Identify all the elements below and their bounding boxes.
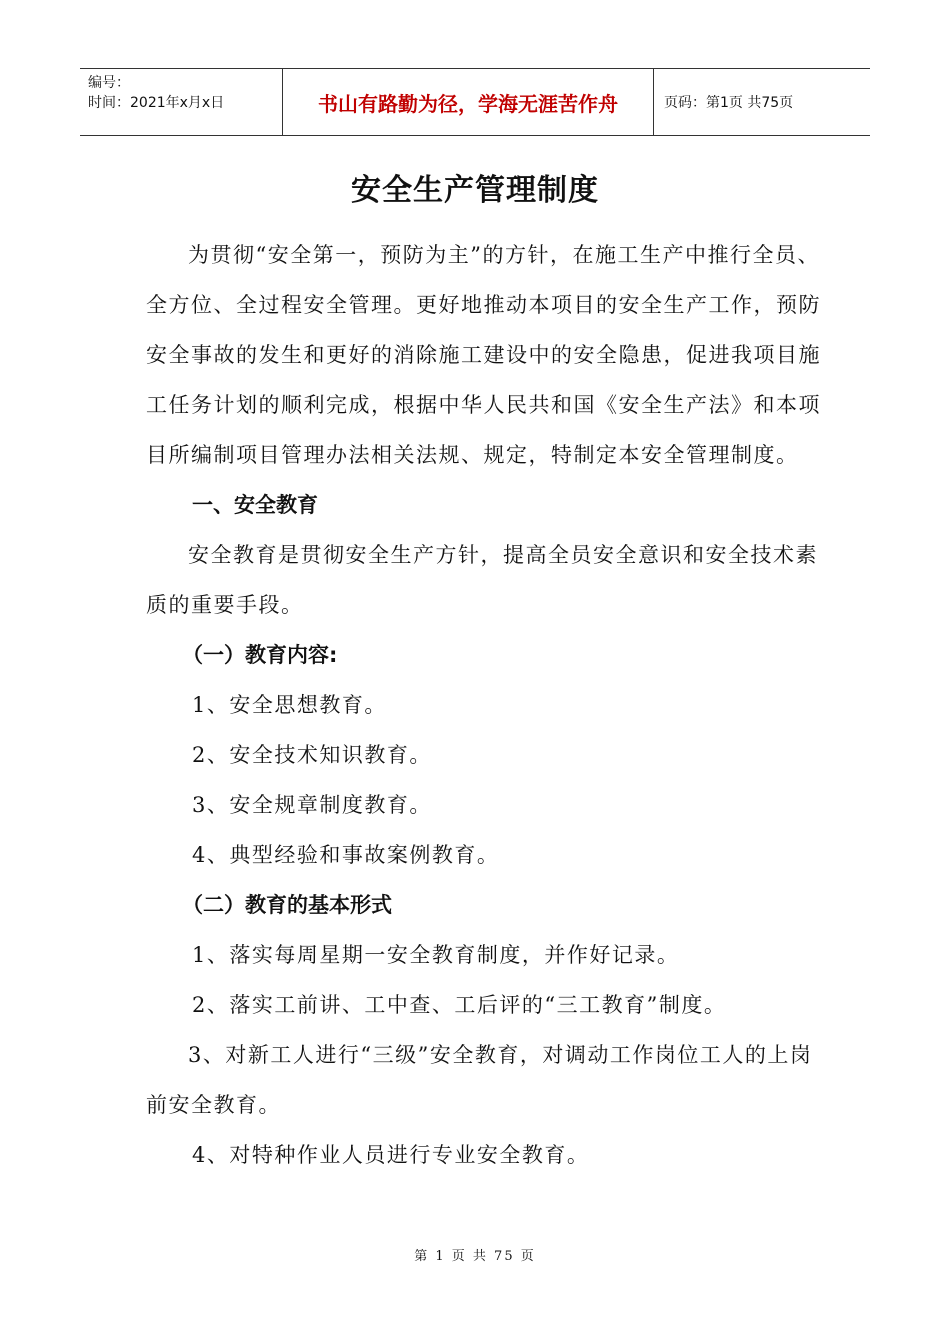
intro-paragraph: 为贯彻“安全第一，预防为主”的方针，在施工生产中推行全员、全方位、全过程安全管理。更好地推动本项目的安全生产工作，预防安全事故的发生和更好的消除施工建设中的安全隐患，促进我项目施工任务计划的顺利完成，根据中华人民共和国《安全生产法》和本项目所编制项目管理办法相关法规、规定，特制定本安全管理制度。: [146, 243, 821, 467]
section-heading-safety-education: 一、安全教育: [192, 493, 318, 517]
header-page-info: 页码：第1页 共75页: [664, 95, 794, 111]
header-meta: [80, 69, 282, 135]
subsection-heading-forms: （二）教育的基本形式: [182, 893, 392, 917]
header-motto: 书山有路勤为径，学海无涯苦作舟: [282, 69, 654, 135]
list-item: 1、落实每周星期一安全教育制度，并作好记录。: [192, 943, 680, 967]
list-item: 3、对新工人进行“三级”安全教育，对调动工作岗位工人的上岗前安全教育。: [146, 1043, 813, 1117]
section-paragraph: 安全教育是贯彻安全生产方针，提高全员安全意识和安全技术素质的重要手段。: [146, 543, 818, 617]
subsection-heading-content: （一）教育内容:: [182, 643, 338, 667]
document-body: [146, 230, 826, 1180]
document-number-label: 编号：: [88, 75, 130, 91]
document-time-label: 时间：2021年x月x日: [88, 95, 225, 111]
list-item: 4、对特种作业人员进行专业安全教育。: [192, 1143, 590, 1167]
list-item: 2、落实工前讲、工中查、工后评的“三工教育”制度。: [192, 993, 727, 1017]
list-item: 1、安全思想教育。: [192, 693, 387, 717]
list-item: 4、典型经验和事故案例教育。: [192, 843, 500, 867]
page-footer: 第 1 页 共 75 页: [414, 1249, 536, 1264]
list-item: 2、安全技术知识教育。: [192, 743, 432, 767]
document-title: 安全生产管理制度: [351, 173, 599, 208]
list-item: 3、安全规章制度教育。: [192, 793, 432, 817]
page-header: [80, 68, 870, 136]
